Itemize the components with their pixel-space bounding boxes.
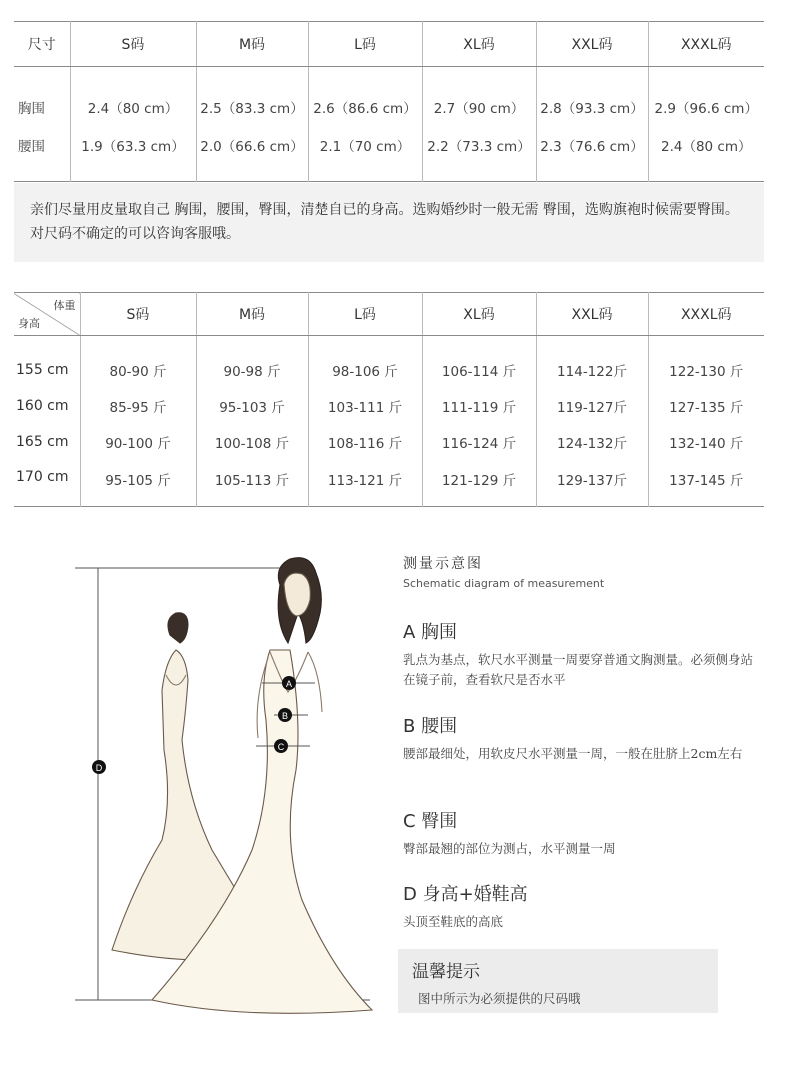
- table-cell: 2.8（93.3 cm）: [536, 67, 648, 125]
- measure-item-heading: A 胸围: [403, 622, 458, 643]
- row-label-waist: 腰围: [14, 125, 70, 182]
- table-cell: 2.6（86.6 cm）: [308, 67, 422, 125]
- row-label-height: 160 cm: [14, 388, 80, 424]
- table-cell: 121-129 斤: [422, 460, 536, 507]
- marker-b: [278, 708, 292, 722]
- corner-height-label: 身高: [18, 317, 40, 330]
- size-col-header: XL码: [422, 22, 536, 67]
- measure-item-height: [403, 880, 763, 932]
- table-cell: 2.5（83.3 cm）: [196, 67, 308, 125]
- table-cell: 108-116 斤: [308, 424, 422, 460]
- measure-item-hip: [403, 807, 763, 859]
- table-cell: 98-106 斤: [308, 336, 422, 388]
- marker-c-label: C: [277, 742, 285, 752]
- row-label-height: 170 cm: [14, 460, 80, 507]
- row-label-height: 155 cm: [14, 336, 80, 388]
- table-row: [14, 388, 764, 424]
- warm-tip-heading: 温馨提示: [412, 962, 480, 982]
- table-row: [14, 125, 764, 182]
- measure-item-heading: B 腰围: [403, 716, 458, 737]
- size-corner-label: 尺寸: [14, 22, 70, 67]
- table-cell: 100-108 斤: [196, 424, 308, 460]
- table-cell: 80-90 斤: [80, 336, 196, 388]
- table-cell: 137-145 斤: [669, 472, 744, 489]
- size-col-header: XXXL码: [648, 22, 764, 67]
- table-row: [14, 424, 764, 460]
- marker-a-label: A: [285, 679, 293, 689]
- marker-d-label: D: [95, 763, 103, 773]
- warm-tip-desc: 图中所示为必须提供的尺码哦: [418, 991, 581, 1006]
- measure-item-heading: D 身高+婚鞋高: [403, 884, 528, 905]
- row-label-height: 165 cm: [14, 424, 80, 460]
- table-cell: 116-124 斤: [422, 424, 536, 460]
- table-cell: 2.9（96.6 cm）: [654, 100, 758, 117]
- table-row: [14, 336, 764, 388]
- table-cell: 114-122斤: [536, 336, 648, 388]
- measurement-notice: 亲们尽量用皮量取自己 胸围，腰围，臀围，清楚自已的身高。选购婚纱时一般无需 臀围，选购旗袍时候需要臀围。对尺码不确定的可以咨询客服哦。: [14, 183, 764, 262]
- diagram-title-en: Schematic diagram of measurement: [403, 577, 605, 590]
- size-col-header: S码: [80, 293, 196, 336]
- table-cell: 95-105 斤: [80, 460, 196, 507]
- diagonal-corner-cell: [14, 293, 80, 336]
- table-cell: 90-100 斤: [80, 424, 196, 460]
- marker-d: [92, 760, 106, 774]
- table-cell: 2.7（90 cm）: [422, 67, 536, 125]
- table-cell: 113-121 斤: [308, 460, 422, 507]
- size-header-row: [14, 22, 764, 67]
- table-cell: 1.9（63.3 cm）: [70, 125, 196, 182]
- table-cell: 2.4（80 cm）: [660, 138, 752, 155]
- table-cell: 2.3（76.6 cm）: [536, 125, 648, 182]
- height-weight-table: [14, 292, 764, 507]
- diagram-title-cn: 测量示意图: [403, 556, 483, 572]
- table-cell: 2.2（73.3 cm）: [422, 125, 536, 182]
- table-row: [14, 460, 764, 507]
- size-col-header: M码: [196, 22, 308, 67]
- table-cell: 2.0（66.6 cm）: [196, 125, 308, 182]
- table-cell: 111-119 斤: [422, 388, 536, 424]
- measure-item-waist: [403, 712, 763, 764]
- table-cell: 85-95 斤: [80, 388, 196, 424]
- size-col-header: M码: [196, 293, 308, 336]
- measure-item-desc: 乳点为基点，软尺水平测量一周要穿普通文胸测量。必须侧身站在镜子前，查看软尺是否水平: [403, 652, 754, 687]
- table-cell: 129-137斤: [536, 460, 648, 507]
- marker-a: [282, 676, 296, 690]
- warm-tip-box: [398, 949, 718, 1013]
- measure-item-bust: [403, 618, 763, 690]
- measure-item-desc: 腰部最细处，用软皮尺水平测量一周，一般在肚脐上2cm左右: [403, 746, 743, 761]
- table-cell: 132-140 斤: [669, 435, 744, 452]
- row-label-bust: 胸围: [14, 67, 70, 125]
- size-col-header: XXXL码: [648, 293, 764, 336]
- table-cell: 95-103 斤: [196, 388, 308, 424]
- size-col-header: L码: [308, 293, 422, 336]
- marker-b-label: B: [281, 711, 289, 721]
- table-row: [14, 67, 764, 125]
- table-cell: 124-132斤: [536, 424, 648, 460]
- weight-header-row: [14, 293, 764, 336]
- table-cell: 2.4（80 cm）: [70, 67, 196, 125]
- measure-item-desc: 臀部最翘的部位为测占，水平测量一周: [403, 841, 616, 856]
- table-cell: 90-98 斤: [196, 336, 308, 388]
- size-col-header: XL码: [422, 293, 536, 336]
- marker-c: [274, 739, 288, 753]
- size-col-header: S码: [70, 22, 196, 67]
- size-col-header: L码: [308, 22, 422, 67]
- wedding-dress-illustration: [70, 540, 400, 1020]
- measure-item-desc: 头顶至鞋底的高底: [403, 914, 504, 929]
- table-cell: 127-135 斤: [669, 399, 744, 416]
- table-cell: 105-113 斤: [196, 460, 308, 507]
- table-cell: 106-114 斤: [422, 336, 536, 388]
- size-col-header: XXL码: [536, 293, 648, 336]
- measure-item-heading: C 臀围: [403, 811, 458, 832]
- corner-weight-label: 体重: [53, 299, 76, 312]
- table-cell: 122-130 斤: [669, 363, 744, 380]
- diagram-title-block: [403, 553, 763, 590]
- size-col-header: XXL码: [536, 22, 648, 67]
- table-cell: 2.1（70 cm）: [308, 125, 422, 182]
- table-cell: 103-111 斤: [308, 388, 422, 424]
- table-cell: 119-127斤: [536, 388, 648, 424]
- size-chart-table: [14, 21, 764, 182]
